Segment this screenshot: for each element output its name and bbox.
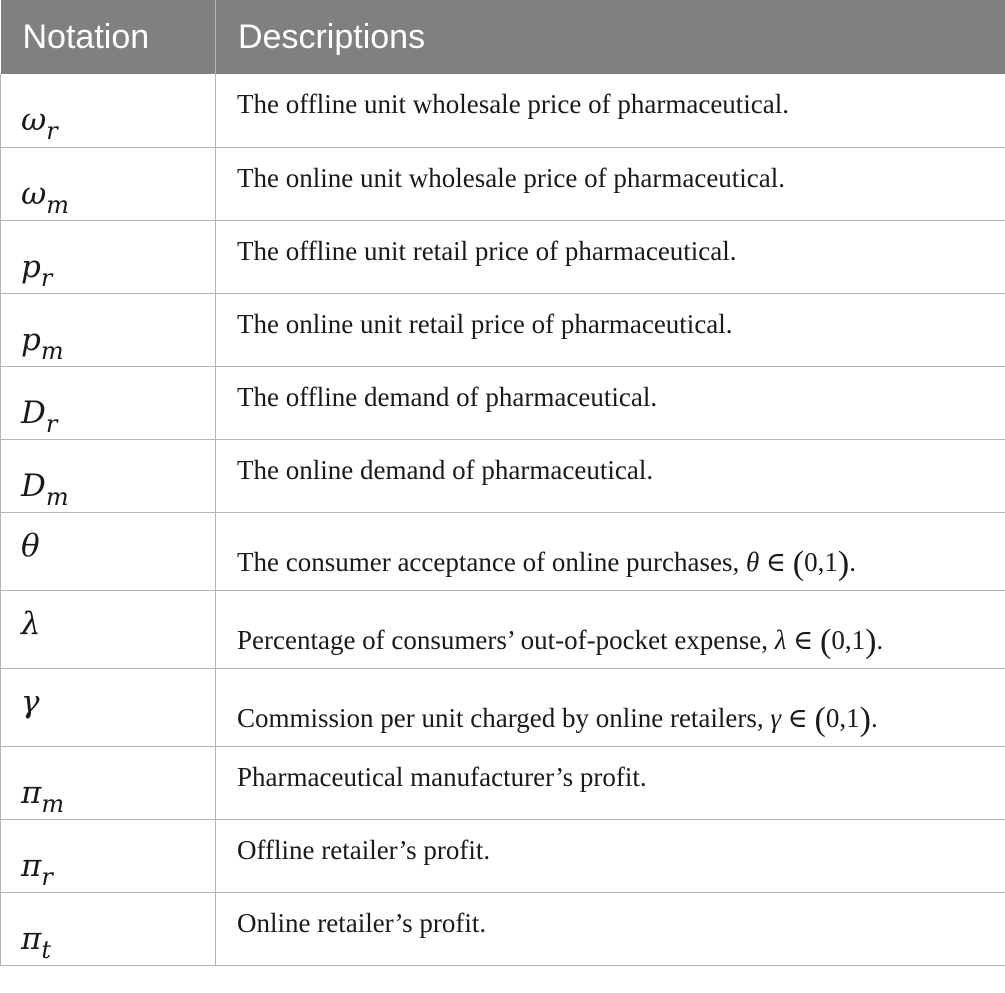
notation-cell: γ	[1, 668, 216, 746]
table-row	[1, 366, 1005, 439]
table-row	[1, 590, 1005, 668]
math-expression: γ ∈ (0,1)	[770, 700, 871, 738]
header-row	[1, 0, 1005, 74]
notation-cell: $\pi_t$	[1, 892, 216, 965]
math-expression: λ ∈ (0,1)	[774, 622, 877, 660]
notation-cell: $p_r$	[1, 220, 216, 293]
description-cell: Offline retailer’s profit.	[216, 819, 1005, 892]
description-cell: The online unit wholesale price of pharmaceutical.	[216, 147, 1005, 220]
table-row	[1, 293, 1005, 366]
table-row	[1, 819, 1005, 892]
description-cell: Commission per unit charged by online retailers, γ ∈ (0,1).	[216, 668, 1005, 746]
notation-cell: $\pi_r$	[1, 819, 216, 892]
math-expression: θ ∈ (0,1)	[746, 544, 850, 582]
table-row	[1, 220, 1005, 293]
notation-cell: $p_m$	[1, 293, 216, 366]
notation-cell: $D_r$	[1, 366, 216, 439]
notation-cell: $D_m$	[1, 439, 216, 512]
description-cell: The offline demand of pharmaceutical.	[216, 366, 1005, 439]
table-row	[1, 512, 1005, 590]
notation-cell: $\omega_m$	[1, 147, 216, 220]
notation-cell: $\pi_m$	[1, 746, 216, 819]
table-row	[1, 668, 1005, 746]
notation-cell: θ	[1, 512, 216, 590]
notation-cell: $\omega_r$	[1, 74, 216, 147]
notation-column-header: Notation	[1, 0, 216, 74]
description-cell: The consumer acceptance of online purchases, θ ∈ (0,1).	[216, 512, 1005, 590]
notation-cell: λ	[1, 590, 216, 668]
descriptions-column-header: Descriptions	[216, 0, 1005, 74]
description-cell: The offline unit retail price of pharmaceutical.	[216, 220, 1005, 293]
table-row	[1, 746, 1005, 819]
description-cell: Pharmaceutical manufacturer’s profit.	[216, 746, 1005, 819]
table-row	[1, 147, 1005, 220]
description-cell: The online demand of pharmaceutical.	[216, 439, 1005, 512]
table-row	[1, 74, 1005, 147]
description-cell: Percentage of consumers’ out-of-pocket expense, λ ∈ (0,1).	[216, 590, 1005, 668]
table-row	[1, 892, 1005, 965]
description-cell: Online retailer’s profit.	[216, 892, 1005, 965]
description-cell: The offline unit wholesale price of pharmaceutical.	[216, 74, 1005, 147]
description-cell: The online unit retail price of pharmaceutical.	[216, 293, 1005, 366]
table-row	[1, 439, 1005, 512]
